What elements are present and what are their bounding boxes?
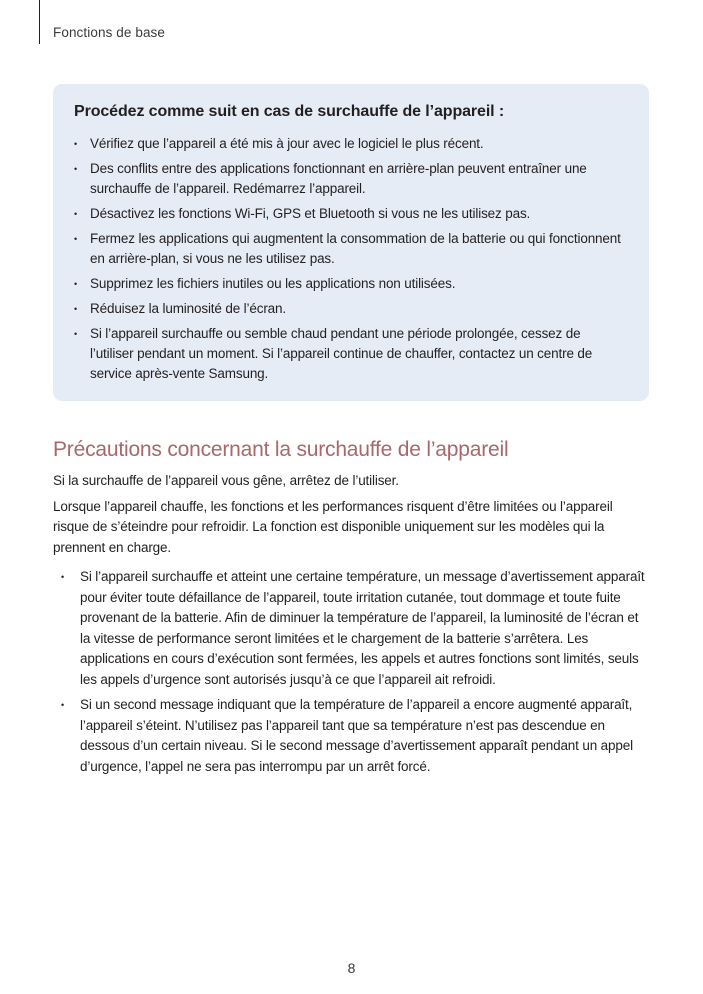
- page-number: 8: [347, 960, 356, 976]
- header-rule: [39, 0, 40, 44]
- overheating-tips-box: [53, 84, 649, 401]
- list-item: [74, 324, 625, 384]
- list-item-text: Des conflits entre des applications fonctionnant en arrière-plan peuvent entraîner une surchauffe de l’appareil. Redémarrez l’appareil.: [90, 161, 587, 196]
- list-item-text: Si l’appareil surchauffe et atteint une certaine température, un message d’avertissement apparaît pour éviter toute défaillance de l’appareil, toute irritation cutanée, tout dommage et toute fuite provenant de la batterie. Afin de diminuer la température de l’appareil, la luminosité de l’écran et la vitesse de performance seront limitées et le chargement de la batterie s’arrêtera. Les applications en cours d’exécution sont fermées, les appels et autres fonctions sont limités, seuls les appels d’urgence sont autorisés jusqu’à ce que l’appareil ait refroidi.: [80, 569, 645, 687]
- body-paragraph: Lorsque l’appareil chauffe, les fonctions et les performances risquent d’être limitées ou l’appareil risque de s’éteindre pour refroidir. La fonction est disponible uniquement sur les modèles qui la prennent en charge.: [53, 498, 613, 555]
- list-item-text: Si l’appareil surchauffe ou semble chaud pendant une période prolongée, cessez de l’utiliser pendant un moment. Si l’appareil continue de chauffer, contactez un centre de service après-vente Samsung.: [90, 326, 593, 381]
- list-item: [53, 695, 647, 777]
- list-item-text: Si un second message indiquant que la température de l’appareil a encore augmenté apparaît, l’appareil s’éteint. N’utilisez pas l’appareil tant que sa température n’est pas descendue en dessous d’un certain niveau. Si le second message d’avertissement apparaît pendant un appel d’urgence, l’appel ne sera pas interrompu par un arrêt forcé.: [80, 697, 633, 774]
- list-item-text: Désactivez les fonctions Wi-Fi, GPS et Bluetooth si vous ne les utilisez pas.: [90, 206, 531, 221]
- bullet-icon: •: [61, 700, 65, 710]
- tips-list: [74, 134, 625, 384]
- bullet-icon: •: [74, 304, 78, 314]
- section-title: Précautions concernant la surchauffe de l’appareil: [53, 438, 509, 461]
- warnings-list: [53, 567, 647, 777]
- list-item: [74, 299, 625, 319]
- bullet-icon: •: [61, 572, 65, 582]
- tips-box-title: Procédez comme suit en cas de surchauffe de l’appareil :: [74, 103, 505, 120]
- list-item-text: Vérifiez que l’appareil a été mis à jour avec le logiciel le plus récent.: [90, 136, 484, 151]
- bullet-icon: •: [74, 234, 78, 244]
- body-paragraph: Si la surchauffe de l’appareil vous gêne, arrêtez de l’utiliser.: [53, 473, 399, 488]
- list-item-text: Fermez les applications qui augmentent la consommation de la batterie ou qui fonctionnent en arrière-plan, si vous ne les utilisez pas.: [90, 231, 621, 266]
- list-item: [74, 229, 625, 269]
- bullet-icon: •: [74, 139, 78, 149]
- list-item: [74, 204, 625, 224]
- list-item-text: Supprimez les fichiers inutiles ou les applications non utilisées.: [90, 276, 456, 291]
- bullet-icon: •: [74, 329, 78, 339]
- list-item: [53, 567, 647, 690]
- bullet-icon: •: [74, 209, 78, 219]
- bullet-icon: •: [74, 279, 78, 289]
- section-body: [53, 471, 647, 782]
- list-item-text: Réduisez la luminosité de l’écran.: [90, 301, 287, 316]
- list-item: [74, 274, 625, 294]
- running-header: Fonctions de base: [53, 25, 166, 40]
- list-item: [74, 134, 625, 154]
- list-item: [74, 159, 625, 199]
- bullet-icon: •: [74, 164, 78, 174]
